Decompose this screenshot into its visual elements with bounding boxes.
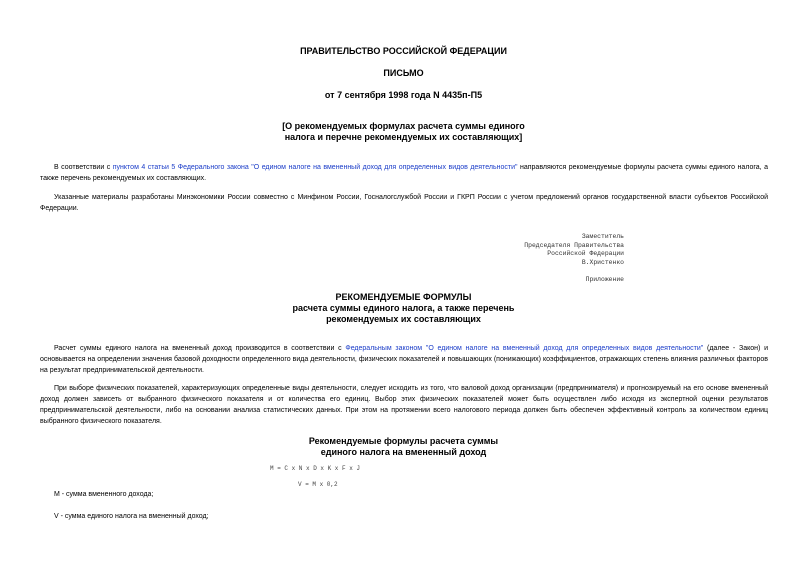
intro-p1-suffix: направляются рекомендуемые формулы расчета суммы единого налога, а также перечень рекомендуемых их составляющих. [40,164,768,182]
formulas-title-2: единого налога на вмененный доход [320,447,487,457]
formulas-title-1: Рекомендуемые формулы расчета суммы [308,436,499,446]
appendix-label: Приложение [585,276,624,283]
subject-line-1: [О рекомендуемых формулах расчета суммы единого [282,121,525,131]
law-link-1[interactable]: пунктом 4 статьи 5 Федерального закона "О едином налоге на вмененный доход для определенных видов деятельности" [112,164,518,171]
recommended-paragraph-1 [40,343,768,376]
signature-line-2: Председателя Правительства [524,241,624,249]
recommended-paragraph-2: При выборе физических показателей, характеризующих определенные виды деятельности, следует исходить из того, что валовой доход организации (предпринимателя) и прогнозируемый на его основе вмененный доход должен зависеть от выбранного физического показателя и от количества его единиц. Выбор этих физических показателей может быть осуществлен либо исходя из экспертной оценки результатов предпринимательской деятельности, либо на основании анализа статистических данных. При этом на протяжении всего налогового периода должен быть обеспечен эффективный контроль за количеством единиц выбранного физического показателя. [40,385,768,425]
definition-v: V - сумма единого налога на вмененный доход; [54,513,209,520]
subject-line-2: налога и перечне рекомендуемых их составляющих] [284,132,523,142]
header-date-number: от 7 сентября 1998 года N 4435п-П5 [324,90,483,100]
definition-m: M - сумма вмененного дохода; [54,491,154,498]
header-org: ПРАВИТЕЛЬСТВО РОССИЙСКОЙ ФЕДЕРАЦИИ [300,46,507,56]
rec-p1-suffix: (далее - Закон) и основывается на определении значения базовой доходности определенного вида деятельности, физических показателей и повышающих (понижающих) коэффициентов, отражающих степень влияния различных факторов на результат предпринимательской деятельности. [40,345,769,374]
law-link-2[interactable]: Федеральным законом "О едином налоге на вмененный доход для определенных видов деятельности" [345,345,704,352]
formula-m: M = C x N x D x K x F x J [270,465,361,472]
signature-block [460,233,624,267]
signature-line-4: В.Христенко [581,258,624,266]
intro-p1-prefix: В соответствии с [54,164,113,171]
recommended-title-3: рекомендуемых их составляющих [326,314,481,324]
signature-line-3: Российской Федерации [547,250,624,258]
formula-v: V = M x 0,2 [298,481,338,488]
intro-paragraph-1 [40,162,768,184]
intro-paragraph-2: Указанные материалы разработаны Минэкономики России совместно с Минфином России, Госналогслужбой России и ГКРП России с учетом предложений органов государственной власти субъектов Российской Федерации. [40,194,768,212]
rec-p1-prefix: Расчет суммы единого налога на вмененный доход производится в соответствии с [54,345,346,352]
header-doc-type: ПИСЬМО [383,68,424,78]
recommended-title-2: расчета суммы единого налога, а также перечень [292,303,515,313]
signature-line-1: Заместитель [581,233,624,240]
recommended-title-1: РЕКОМЕНДУЕМЫЕ ФОРМУЛЫ [335,292,472,302]
